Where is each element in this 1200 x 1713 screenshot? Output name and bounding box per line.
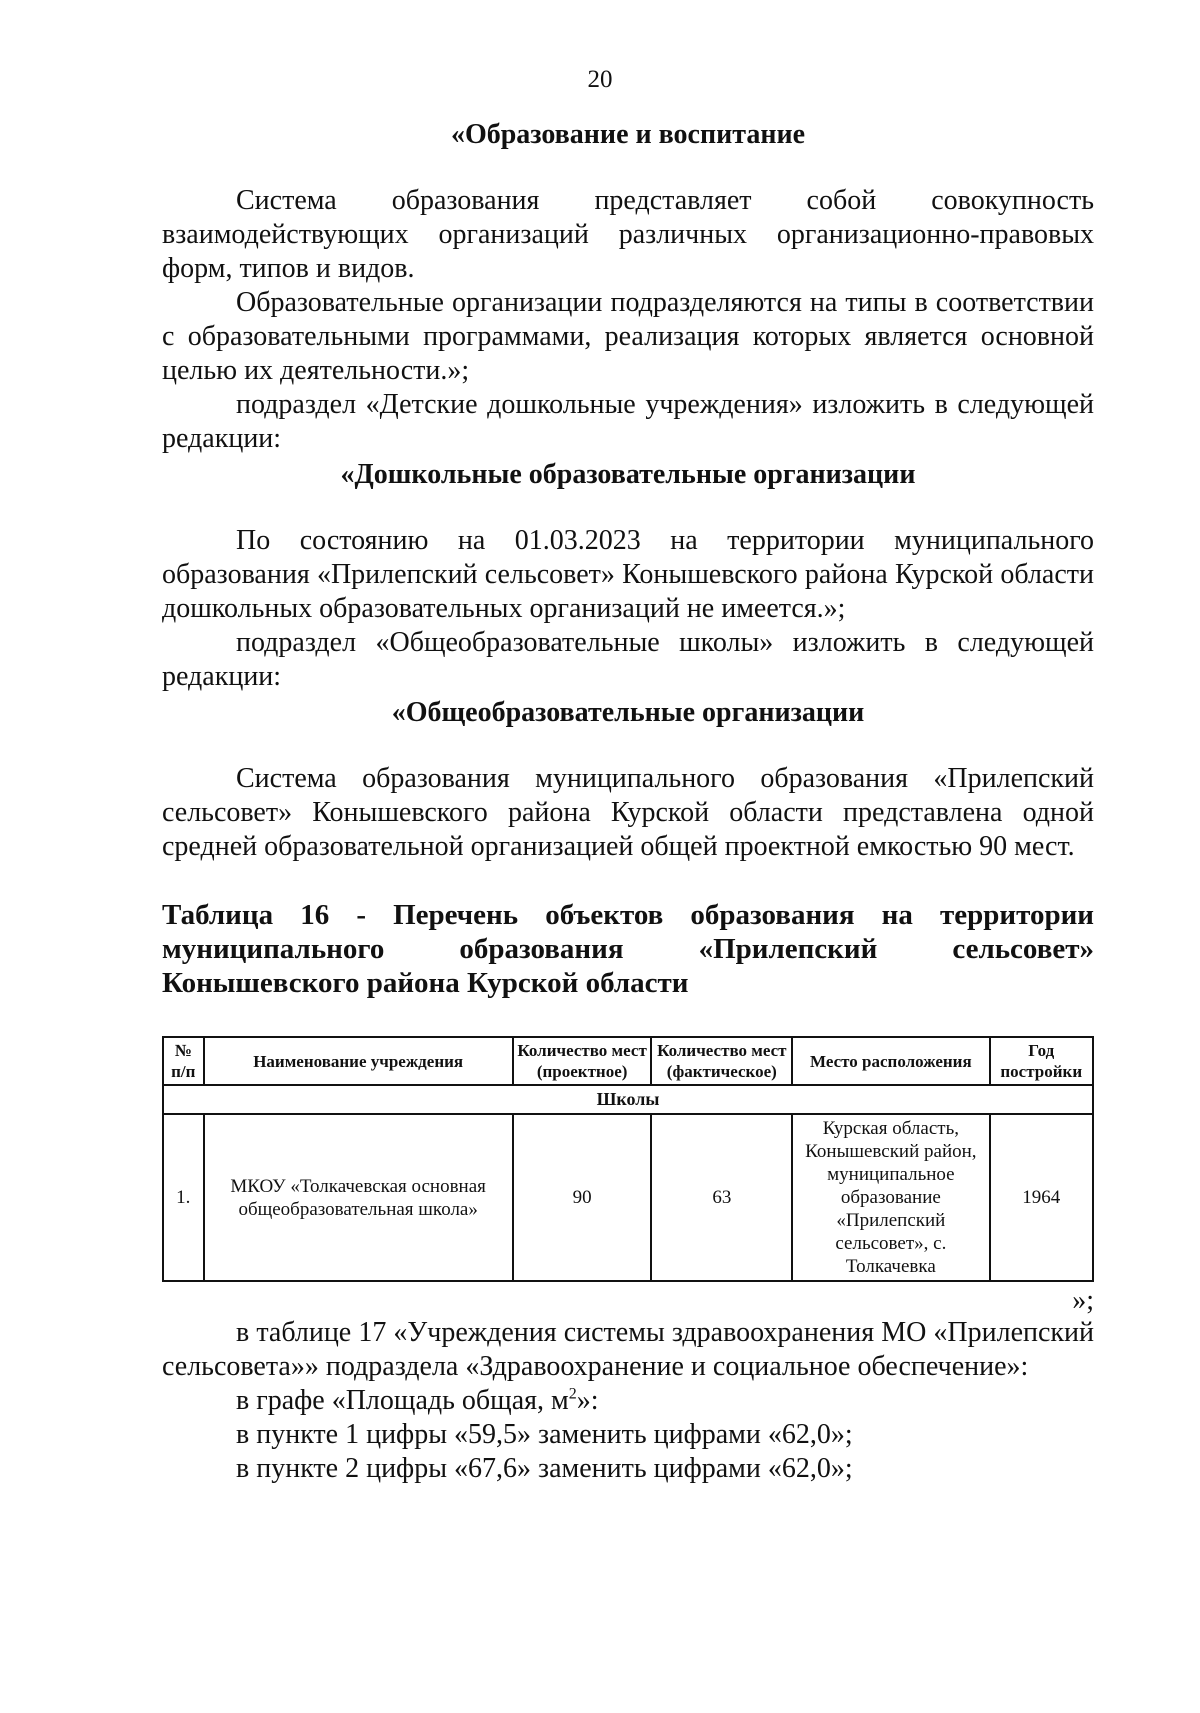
header-num: № п/п xyxy=(163,1037,204,1085)
table-title: Таблица 16 - Перечень объектов образования на территории муниципального образования «Прилепский сельсовет» Конышевского района Курской области xyxy=(162,899,1094,999)
paragraph-item2-change: в пункте 2 цифры «67,6» заменить цифрами «62,0»; xyxy=(236,1453,853,1484)
paragraph-preschool-subsection: подраздел «Детские дошкольные учреждения» изложить в следующей редакции: xyxy=(162,389,1094,454)
cell-year: 1964 xyxy=(990,1114,1094,1281)
header-actual-capacity: Количество мест (фактическое) xyxy=(651,1037,792,1085)
paragraph-schools-subsection: подраздел «Общеобразовательные школы» изложить в следующей редакции: xyxy=(162,627,1094,692)
section-heading-general-education: «Общеобразовательные организации xyxy=(391,697,865,728)
cell-location: Курская область, Конышевский район, муниципальное образование «Прилепский сельсовет», с. Толкачевка xyxy=(792,1114,989,1281)
section-heading-education: «Образование и воспитание xyxy=(450,119,806,150)
area-unit-superscript: 2 xyxy=(568,1385,577,1403)
paragraph-preschool-status: По состоянию на 01.03.2023 на территории муниципального образования «Прилепский сельсовет» Конышевского района Курской области дошкольных образовательных организаций не имеется.»; xyxy=(162,525,1094,624)
paragraph-item1-change: в пункте 1 цифры «59,5» заменить цифрами «62,0»; xyxy=(236,1419,853,1450)
paragraph-education-system: Система образования представляет собой совокупность взаимодействующих организаций различных организационно-правовых форм, типов и видов. xyxy=(162,185,1094,284)
section-label-schools: Школы xyxy=(163,1085,1093,1114)
cell-design-capacity: 90 xyxy=(513,1114,652,1281)
header-location: Место расположения xyxy=(792,1037,989,1085)
area-column-prefix: в графе «Площадь общая, м xyxy=(236,1385,569,1416)
document-body xyxy=(162,118,1094,1486)
paragraph-table17: в таблице 17 «Учреждения системы здравоохранения МО «Прилепский сельсовета»» подраздела «Здравоохранение и социальное обеспечение»: xyxy=(162,1317,1094,1382)
education-objects-table xyxy=(162,1036,1094,1282)
page-number: 20 xyxy=(587,66,613,93)
paragraph-area-column xyxy=(162,1384,1094,1418)
table-section-row xyxy=(163,1085,1093,1114)
cell-actual-capacity: 63 xyxy=(651,1114,792,1281)
table-row xyxy=(163,1114,1093,1281)
header-year: Год постройки xyxy=(990,1037,1094,1085)
cell-num: 1. xyxy=(163,1114,204,1281)
section-heading-preschool: «Дошкольные образовательные организации xyxy=(340,459,916,490)
header-design-capacity: Количество мест (проектное) xyxy=(513,1037,652,1085)
table-header-row xyxy=(163,1037,1093,1085)
table-closing-quote: »; xyxy=(1072,1285,1094,1316)
paragraph-education-organizations: Образовательные организации подразделяются на типы в соответствии с образовательными программами, реализация которых является основной целью их деятельности.»; xyxy=(162,287,1094,386)
header-name: Наименование учреждения xyxy=(204,1037,513,1085)
paragraph-general-education: Система образования муниципального образования «Прилепский сельсовет» Конышевского района Курской области представлена одной средней образовательной организацией общей проектной емкостью 90 мест. xyxy=(162,763,1094,862)
cell-name: МКОУ «Толкачевская основная общеобразовательная школа» xyxy=(204,1114,513,1281)
area-column-suffix: »: xyxy=(576,1385,599,1416)
